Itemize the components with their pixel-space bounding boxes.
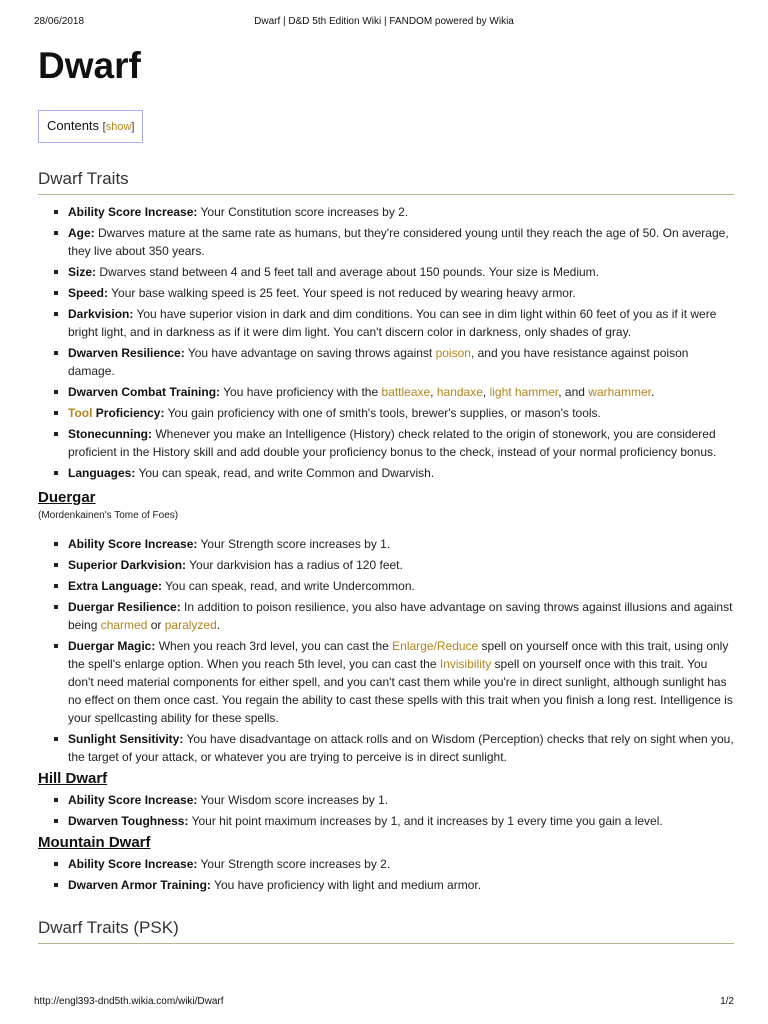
duergar-traits-list bbox=[38, 535, 734, 766]
toc-show-link[interactable]: show bbox=[105, 121, 132, 133]
print-date: 28/06/2018 bbox=[34, 16, 85, 27]
trait-text: spell on yourself once with this trait. You don't need material components for either spell, and you can't cast them while you're in direct sunlight, although sunlight has no effect on them once cast. You regain the ability to cast these spells with this trait when you finish a long rest. Intelligence is your spellcasting ability for these spells. bbox=[68, 657, 733, 725]
trait-text: You have advantage on saving throws against bbox=[184, 346, 436, 360]
trait-tool-proficiency bbox=[68, 404, 734, 422]
trait-text: Your darkvision has a radius of 120 feet. bbox=[186, 558, 403, 572]
charmed-link[interactable]: charmed bbox=[100, 618, 148, 632]
trait-name: Speed: bbox=[68, 286, 109, 300]
trait-text: Your Constitution score increases by 2. bbox=[197, 205, 409, 219]
trait-size bbox=[68, 263, 734, 281]
section-heading-dwarf-traits: Dwarf Traits bbox=[38, 169, 734, 195]
article-content bbox=[38, 44, 734, 944]
subheading-hill-dwarf bbox=[38, 769, 734, 789]
trait-name: Dwarven Toughness: bbox=[68, 814, 189, 828]
trait-stonecunning bbox=[68, 425, 734, 461]
trait-dwarven-resilience bbox=[68, 344, 734, 380]
trait-name: Languages: bbox=[68, 466, 136, 480]
trait-name: Darkvision: bbox=[68, 307, 134, 321]
trait-speed bbox=[68, 284, 734, 302]
trait-duergar-magic bbox=[68, 637, 734, 727]
paralyzed-link[interactable]: paralyzed bbox=[164, 618, 217, 632]
trait-name: Extra Language: bbox=[68, 579, 163, 593]
trait-duergar-resilience bbox=[68, 598, 734, 634]
trait-dwarven-toughness bbox=[68, 812, 734, 830]
trait-name: Sunlight Sensitivity: bbox=[68, 732, 184, 746]
duergar-link[interactable]: Duergar bbox=[38, 489, 96, 506]
trait-name: Ability Score Increase: bbox=[68, 205, 198, 219]
trait-age bbox=[68, 224, 734, 260]
toc-bracket-open: [ bbox=[102, 121, 106, 133]
trait-text: Your hit point maximum increases by 1, and it increases by 1 every time you gain a level. bbox=[188, 814, 663, 828]
table-of-contents bbox=[38, 110, 143, 143]
trait-name: Age: bbox=[68, 226, 95, 240]
tool-link[interactable]: Tool bbox=[68, 406, 93, 420]
trait-text: Your base walking speed is 25 feet. Your speed is not reduced by wearing heavy armor. bbox=[108, 286, 576, 300]
source-note: (Mordenkainen's Tome of Foes) bbox=[38, 510, 179, 521]
separator: , bbox=[482, 385, 490, 399]
print-url: http://engl393-dnd5th.wikia.com/wiki/Dwarf bbox=[34, 996, 224, 1007]
trait-dwarven-armor-training bbox=[68, 876, 734, 894]
trait-ability-score-increase bbox=[68, 791, 734, 809]
trait-text: Your Wisdom score increases by 1. bbox=[197, 793, 389, 807]
trait-sunlight-sensitivity bbox=[68, 730, 734, 766]
trait-name: Ability Score Increase: bbox=[68, 793, 198, 807]
mountain-dwarf-traits-list bbox=[38, 855, 734, 894]
trait-text: You have proficiency with the bbox=[220, 385, 382, 399]
trait-text: You have superior vision in dark and dim conditions. You can see in dim light within 60 feet of you as if it were bright light, and in darkness as if it were dim light. You can't discern color in darkness, only shades of gray. bbox=[68, 307, 717, 339]
trait-name: Size: bbox=[68, 265, 97, 279]
light-hammer-link[interactable]: light hammer bbox=[489, 385, 559, 399]
trait-text: Your Strength score increases by 1. bbox=[197, 537, 391, 551]
print-page-number: 1/2 bbox=[720, 996, 734, 1007]
trait-text: When you reach 3rd level, you can cast the bbox=[155, 639, 393, 653]
separator: . bbox=[650, 385, 655, 399]
handaxe-link[interactable]: handaxe bbox=[436, 385, 483, 399]
trait-text: You gain proficiency with one of smith's tools, brewer's supplies, or mason's tools. bbox=[164, 406, 601, 420]
section-heading-dwarf-traits-psk: Dwarf Traits (PSK) bbox=[38, 918, 734, 944]
trait-ability-score-increase bbox=[68, 535, 734, 553]
mountain-dwarf-link[interactable]: Mountain Dwarf bbox=[38, 834, 151, 851]
trait-name: Duergar Resilience: bbox=[68, 600, 181, 614]
invisibility-link[interactable]: Invisibility bbox=[439, 657, 492, 671]
separator: or bbox=[147, 618, 165, 632]
subheading-duergar bbox=[38, 488, 734, 508]
trait-name: Dwarven Resilience: bbox=[68, 346, 185, 360]
separator: . bbox=[216, 618, 221, 632]
trait-name: Superior Darkvision: bbox=[68, 558, 187, 572]
trait-text: In addition to poison resilience, you also have advantage on saving throws against illusions and against being bbox=[68, 600, 733, 632]
warhammer-link[interactable]: warhammer bbox=[588, 385, 651, 399]
enlarge-reduce-link[interactable]: Enlarge/Reduce bbox=[392, 639, 479, 653]
trait-text: , and you have resistance against poison damage. bbox=[68, 346, 689, 378]
poison-link[interactable]: poison bbox=[435, 346, 471, 360]
trait-name: Ability Score Increase: bbox=[68, 537, 198, 551]
battleaxe-link[interactable]: battleaxe bbox=[381, 385, 431, 399]
trait-text: You have proficiency with light and medium armor. bbox=[210, 878, 482, 892]
trait-text: You can speak, read, and write Undercommon. bbox=[162, 579, 415, 593]
trait-text: spell on yourself once with this trait, using only the spell's enlarge option. When you reach 5th level, you can cast the bbox=[68, 639, 729, 671]
trait-text: Dwarves stand between 4 and 5 feet tall and average about 150 pounds. Your size is Medium. bbox=[96, 265, 600, 279]
trait-name: Ability Score Increase: bbox=[68, 857, 198, 871]
trait-text: Dwarves mature at the same rate as humans, but they're considered young until they reach the age of 50. On average, they live about 350 years. bbox=[68, 226, 729, 258]
trait-name: Stonecunning: bbox=[68, 427, 152, 441]
hill-dwarf-link[interactable]: Hill Dwarf bbox=[38, 770, 108, 787]
trait-text: Your Strength score increases by 2. bbox=[197, 857, 391, 871]
subheading-mountain-dwarf bbox=[38, 833, 734, 853]
trait-name: Dwarven Combat Training: bbox=[68, 385, 221, 399]
page-title: Dwarf bbox=[38, 45, 141, 86]
trait-languages bbox=[68, 464, 734, 482]
hill-dwarf-traits-list bbox=[38, 791, 734, 830]
print-header bbox=[34, 16, 734, 30]
trait-text: You have disadvantage on attack rolls and on Wisdom (Perception) checks that rely on sight when you, the target of your attack, or whatever you are trying to perceive is in direct sunlight. bbox=[68, 732, 734, 764]
trait-text: You can speak, read, and write Common and Dwarvish. bbox=[135, 466, 435, 480]
trait-name: Proficiency: bbox=[92, 406, 165, 420]
trait-ability-score-increase bbox=[68, 203, 734, 221]
trait-extra-language bbox=[68, 577, 734, 595]
trait-name: Duergar Magic: bbox=[68, 639, 156, 653]
trait-darkvision bbox=[68, 305, 734, 341]
trait-text: Whenever you make an Intelligence (History) check related to the origin of stonework, you are considered proficient in the History skill and add double your proficiency bonus to the check, instead of your normal proficiency bonus. bbox=[68, 427, 717, 459]
toc-bracket-close: ] bbox=[131, 121, 135, 133]
dwarf-traits-list bbox=[38, 203, 734, 482]
separator: , bbox=[430, 385, 437, 399]
print-footer bbox=[34, 996, 734, 1010]
print-document-title: Dwarf | D&D 5th Edition Wiki | FANDOM powered by Wikia bbox=[254, 16, 514, 27]
toc-label: Contents bbox=[47, 118, 100, 133]
separator: , and bbox=[558, 385, 589, 399]
trait-name: Dwarven Armor Training: bbox=[68, 878, 211, 892]
trait-ability-score-increase bbox=[68, 855, 734, 873]
trait-superior-darkvision bbox=[68, 556, 734, 574]
trait-dwarven-combat-training bbox=[68, 383, 734, 401]
